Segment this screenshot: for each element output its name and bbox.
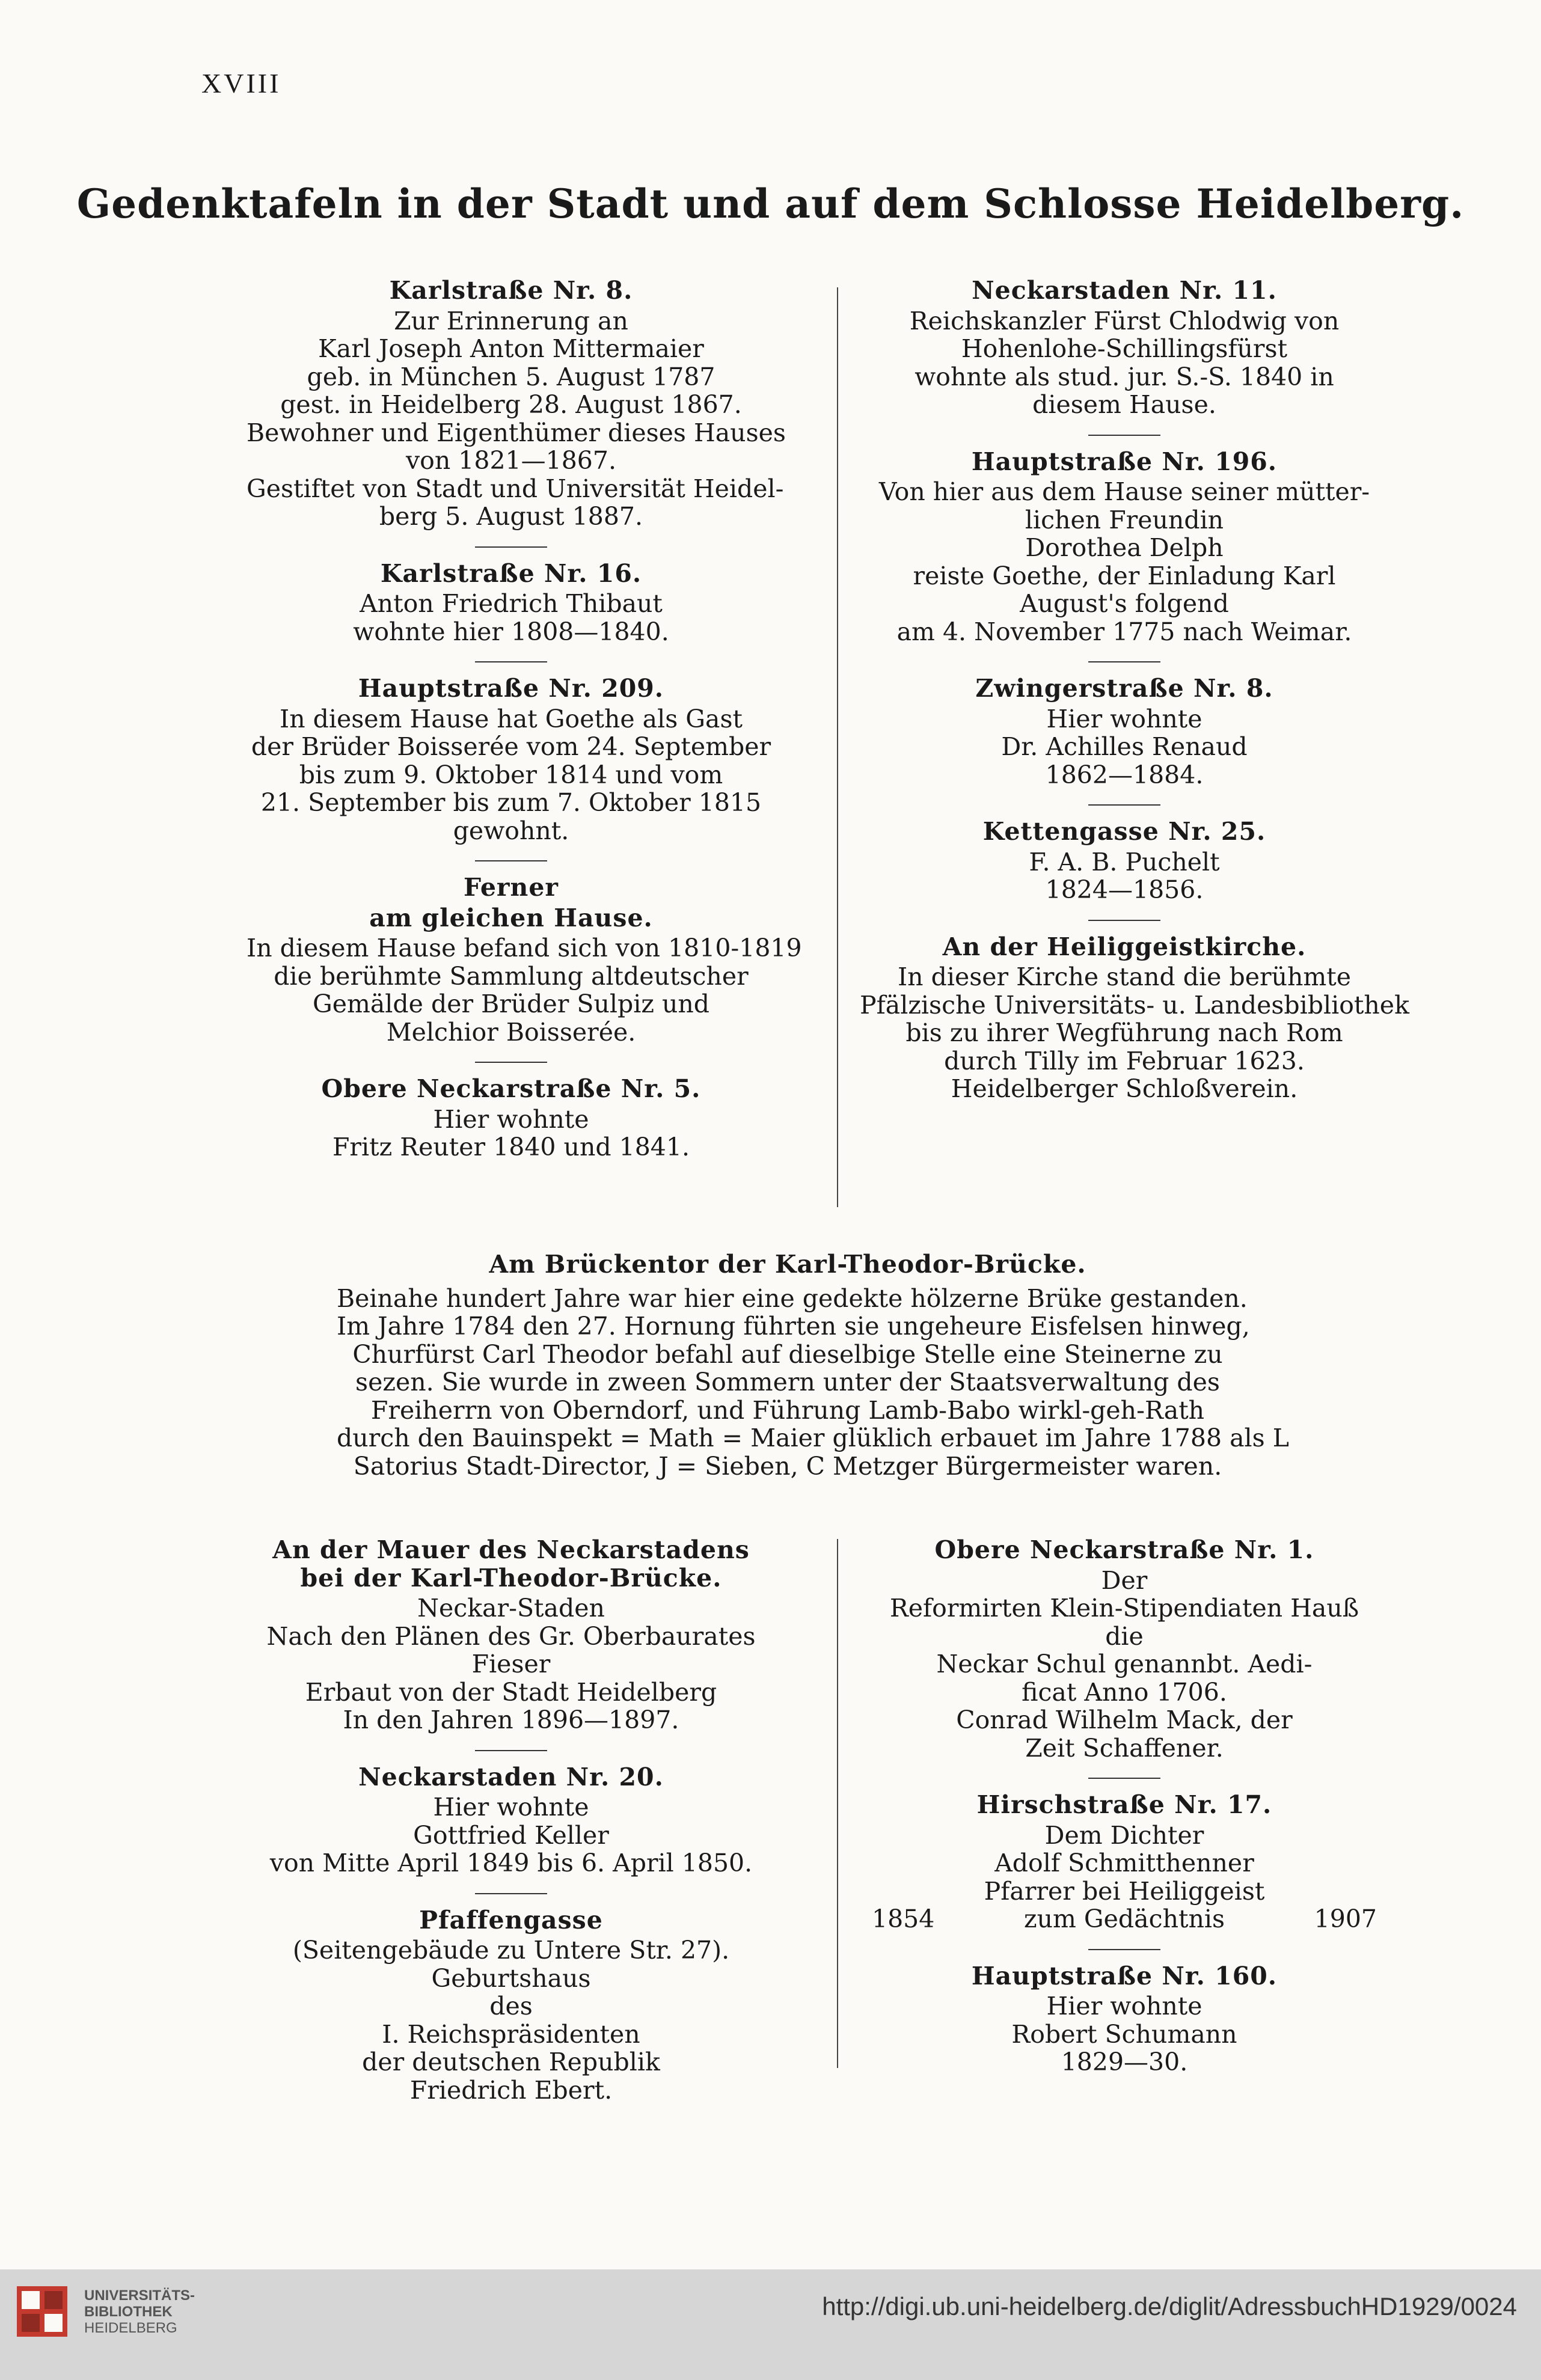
entry-line: Nach den Plänen des Gr. Oberbaurates	[266, 1621, 756, 1651]
entry-heading: Neckarstaden Nr. 20.	[358, 1762, 664, 1791]
entry-heading: Hauptstraße Nr. 209.	[358, 674, 664, 703]
entry-line: von 1821—1867.	[405, 446, 616, 475]
entry-separator	[1088, 435, 1160, 436]
entry-line: berg 5. August 1887.	[379, 502, 643, 531]
library-name-line1: UNIVERSITÄTS-	[84, 2287, 195, 2304]
entry-line: Geburtshaus	[431, 1963, 591, 1993]
entry-line: am 4. November 1775 nach Weimar.	[896, 617, 1352, 646]
entry-heading: Hirschstraße Nr. 17.	[976, 1790, 1272, 1819]
inscription-entry	[860, 1962, 1389, 2076]
entry-line: Von hier aus dem Hause seiner mütter-	[878, 477, 1370, 506]
entry-line: Hier wohnte	[433, 1793, 589, 1822]
entry-line: Zeit Schaffener.	[1025, 1733, 1224, 1763]
inscription-line: Beinahe hundert Jahre war hier eine gedekte hölzerne Brüke gestanden.	[337, 1283, 1248, 1313]
entry-line: In diesem Hause hat Goethe als Gast	[280, 704, 743, 733]
entry-line: Hier wohnte	[433, 1104, 589, 1134]
entry-subheading: am gleichen Hause.	[369, 903, 653, 932]
entry-separator	[1088, 661, 1160, 662]
inscription-entry	[860, 818, 1389, 904]
column-divider-bottom	[837, 1539, 838, 2068]
page-title: Gedenktafeln in der Stadt und auf dem Schlosse Heidelberg.	[76, 180, 1465, 227]
right-column-top	[860, 276, 1409, 1119]
inscription-entry	[860, 675, 1389, 789]
inscription-entry	[860, 448, 1389, 646]
inscription-entry	[860, 932, 1409, 1103]
inscription-entry	[247, 1906, 776, 2105]
page-number: XVIII	[201, 68, 281, 99]
entry-date-start: 1854	[872, 1904, 935, 1933]
library-name-line3: HEIDELBERG	[84, 2320, 177, 2336]
inscription-line: durch den Bauinspekt = Math = Maier glüklich erbauet im Jahre 1788 als L	[337, 1424, 1289, 1452]
entry-line: des	[489, 1992, 533, 2021]
bridge-gate-heading: Am Brückentor der Karl-Theodor-Brücke.	[489, 1250, 1086, 1279]
column-divider-top	[837, 287, 838, 1207]
inscription-entry	[860, 1536, 1389, 1762]
entry-line: Dem Dichter	[1044, 1820, 1204, 1850]
entry-heading: An der Heiliggeistkirche.	[942, 932, 1307, 961]
entry-line: Reichskanzler Fürst Chlodwig von	[909, 306, 1340, 335]
entry-line: August's folgend	[1020, 589, 1229, 618]
entry-line: geb. in München 5. August 1787	[307, 362, 715, 391]
entry-line: von Mitte April 1849 bis 6. April 1850.	[269, 1849, 753, 1877]
entry-line: diesem Hause.	[1032, 390, 1216, 419]
entry-line: F. A. B. Puchelt	[1029, 847, 1220, 876]
inscription-entry	[247, 873, 802, 1047]
inscription-line: Satorius Stadt-Director, J = Sieben, C Metzger Bürgermeister waren.	[353, 1451, 1222, 1481]
entry-line: Melchior Boisserée.	[386, 1017, 636, 1047]
entry-line: Heidelberger Schloßverein.	[951, 1074, 1298, 1103]
inscription-entry	[247, 1536, 776, 1734]
inscription-line: Im Jahre 1784 den 27. Hornung führten sie ungeheure Eisfelsen hinweg,	[337, 1312, 1250, 1341]
entry-heading: Pfaffengasse	[419, 1905, 603, 1935]
entry-line: Erbaut von der Stadt Heidelberg	[305, 1677, 717, 1707]
entry-line: lichen Freundin	[1025, 505, 1224, 534]
inscription-line: Churfürst Carl Theodor befahl auf dieselbige Stelle eine Steinerne zu	[352, 1339, 1223, 1369]
entry-heading: Neckarstaden Nr. 11.	[972, 276, 1277, 305]
inscription-entry	[860, 1791, 1389, 1933]
entry-line: wohnte als stud. jur. S.-S. 1840 in	[914, 362, 1334, 391]
entry-line: Hier wohnte	[1046, 1992, 1202, 2021]
entry-heading: Karlstraße Nr. 8.	[389, 276, 633, 305]
entry-line: Zur Erinnerung an	[394, 306, 628, 335]
entry-line: Fritz Reuter 1840 und 1841.	[332, 1133, 690, 1161]
entry-line: Anton Friedrich Thibaut	[360, 589, 663, 618]
entry-separator	[475, 546, 547, 548]
entry-line: die berühmte Sammlung altdeutscher	[274, 961, 749, 991]
bridge-gate-inscription	[337, 1250, 1289, 1481]
entry-line: die	[1105, 1621, 1144, 1651]
entry-line: Fieser	[471, 1650, 551, 1678]
entry-heading: Kettengasse Nr. 25.	[982, 817, 1266, 846]
entry-separator	[475, 1750, 547, 1751]
entry-line: Karl Joseph Anton Mittermaier	[318, 334, 704, 363]
entry-line: In diesem Hause befand sich von 1810-1819	[247, 934, 802, 962]
entry-line: 21. September bis zum 7. Oktober 1815	[260, 788, 762, 817]
entry-line: Gestiftet von Stadt und Universität Heidel-	[247, 474, 784, 503]
entry-line: Hier wohnte	[1046, 704, 1202, 733]
entry-line: gest. in Heidelberg 28. August 1867.	[280, 390, 742, 419]
entry-line: (Seitengebäude zu Untere Str. 27).	[292, 1936, 730, 1965]
entry-heading: Zwingerstraße Nr. 8.	[975, 674, 1273, 703]
entry-line: gewohnt.	[453, 816, 569, 845]
entry-line: durch Tilly im Februar 1623.	[944, 1046, 1305, 1075]
entry-heading: Hauptstraße Nr. 160.	[971, 1961, 1278, 1990]
entry-separator	[1088, 1778, 1160, 1779]
entry-line: Pfälzische Universitäts- u. Landesbibliothek	[860, 990, 1409, 1020]
library-name	[84, 2287, 195, 2336]
library-logo-icon	[17, 2286, 67, 2337]
footer-bar	[0, 2269, 1541, 2380]
entry-line: bis zum 9. Oktober 1814 und vom	[299, 760, 723, 789]
inscription-entry	[247, 276, 786, 531]
inscription-entry	[247, 675, 776, 845]
entry-line: ficat Anno 1706.	[1022, 1677, 1227, 1707]
entry-separator	[1088, 804, 1160, 806]
entry-line: Gottfried Keller	[413, 1820, 609, 1850]
entry-line: Der	[1101, 1565, 1148, 1595]
entry-line: Reformirten Klein-Stipendiaten Hauß	[889, 1594, 1359, 1623]
entry-line: I. Reichspräsidenten	[382, 2019, 640, 2049]
entry-line: Gemälde der Brüder Sulpiz und	[312, 990, 710, 1018]
right-column-bottom	[860, 1536, 1389, 2092]
entry-line: Hohenlohe-Schillingsfürst	[961, 334, 1288, 363]
entry-heading: Karlstraße Nr. 16.	[380, 558, 642, 588]
entry-line: Neckar Schul genannbt. Aedi-	[936, 1650, 1313, 1678]
entry-line: Conrad Wilhelm Mack, der	[956, 1705, 1293, 1734]
entry-separator	[475, 1062, 547, 1063]
entry-line: reiste Goethe, der Einladung Karl	[913, 561, 1336, 590]
entry-line: 1862—1884.	[1045, 760, 1204, 789]
entry-heading: Obere Neckarstraße Nr. 5.	[321, 1074, 701, 1103]
left-column-top	[247, 276, 802, 1177]
left-column-bottom	[247, 1536, 776, 2120]
inscription-entry	[247, 1075, 776, 1161]
entry-line: Bewohner und Eigenthümer dieses Hauses	[247, 418, 786, 447]
entry-line: In den Jahren 1896—1897.	[343, 1705, 679, 1734]
entry-date-end: 1907	[1314, 1904, 1377, 1933]
entry-line: 1829—30.	[1061, 2048, 1188, 2076]
entry-line: 1824—1856.	[1045, 875, 1204, 904]
entry-line: der Brüder Boisserée vom 24. September	[251, 732, 771, 761]
inscription-entry	[860, 277, 1389, 419]
entry-separator	[1088, 920, 1160, 921]
entry-heading: Ferner	[463, 873, 559, 902]
entry-date-caption: zum Gedächtnis	[1023, 1904, 1225, 1933]
entry-line: wohnte hier 1808—1840.	[353, 617, 669, 646]
entry-line: Pfarrer bei Heiliggeist	[984, 1876, 1265, 1906]
library-name-line2: BIBLIOTHEK	[84, 2304, 173, 2320]
source-url-link[interactable]: http://digi.ub.uni-heidelberg.de/diglit/AdressbuchHD1929/0024	[822, 2292, 1517, 2320]
entry-separator	[475, 1893, 547, 1894]
entry-line: Adolf Schmitthenner	[994, 1849, 1254, 1877]
entry-separator	[475, 860, 547, 861]
entry-separator	[1088, 1949, 1160, 1950]
entry-heading: An der Mauer des Neckarstadens bei der Karl-Theodor-Brücke.	[272, 1535, 750, 1592]
entry-line: der deutschen Republik	[362, 2048, 660, 2076]
entry-line: bis zu ihrer Wegführung nach Rom	[905, 1018, 1343, 1047]
inscription-line: Freiherrn von Oberndorf, und Führung Lamb-Babo wirkl-geh-Rath	[370, 1395, 1205, 1425]
entry-line: Robert Schumann	[1011, 2019, 1237, 2049]
entry-heading: Obere Neckarstraße Nr. 1.	[934, 1535, 1314, 1564]
entry-separator	[475, 661, 547, 662]
inscription-entry	[247, 560, 776, 646]
inscription-entry	[247, 1763, 776, 1877]
inscription-line: sezen. Sie wurde in zween Sommern unter der Staatsverwaltung des	[355, 1368, 1220, 1396]
entry-line: In dieser Kirche stand die berühmte	[897, 962, 1352, 991]
entry-line: Neckar-Staden	[417, 1594, 605, 1623]
entry-line: Friedrich Ebert.	[409, 2075, 613, 2105]
entry-heading: Hauptstraße Nr. 196.	[971, 447, 1278, 476]
entry-line: Dorothea Delph	[1025, 533, 1224, 562]
entry-date-row	[860, 1905, 1389, 1933]
entry-line: Dr. Achilles Renaud	[1001, 732, 1248, 761]
